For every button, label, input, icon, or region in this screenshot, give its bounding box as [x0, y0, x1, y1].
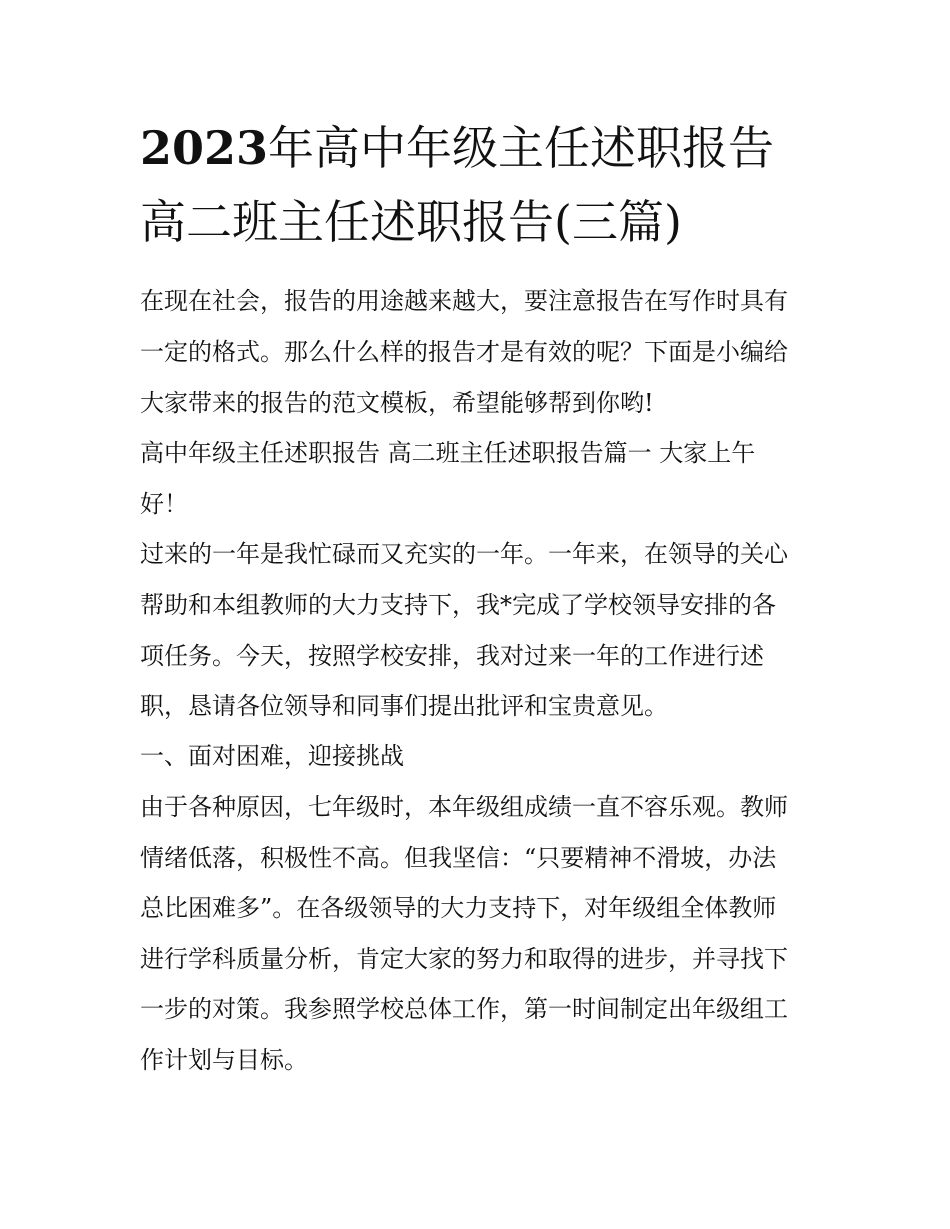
body-line: 情绪低落，积极性不高。但我坚信：“只要精神不滑坡，办法: [140, 844, 777, 872]
body-line: 项任务。今天，按照学校安排，我对过来一年的工作进行述: [140, 642, 764, 670]
title-line-1-text: 年高中年级主任述职报告: [268, 121, 775, 175]
body-line: 高中年级主任述职报告 高二班主任述职报告篇一 大家上午: [140, 439, 756, 467]
body-line: 大家带来的报告的范文模板，希望能够帮到你哟!: [140, 389, 654, 417]
body-line: 进行学科质量分析，肯定大家的努力和取得的进步，并寻找下: [140, 945, 788, 973]
body-line: 作计划与目标。: [140, 1046, 308, 1074]
body-line: 一定的格式。那么什么样的报告才是有效的呢？下面是小编给: [140, 338, 788, 366]
body-line: 职，恳请各位领导和同事们提出批评和宝贵意见。: [140, 692, 668, 720]
body-line: 总比困难多”。在各级领导的大力支持下，对年级组全体教师: [140, 894, 777, 922]
title-line-2: 高二班主任述职报告(三篇): [140, 195, 682, 249]
body-line: 一步的对策。我参照学校总体工作，第一时间制定出年级组工: [140, 995, 788, 1023]
title-line-1: [140, 112, 820, 184]
body-line: 由于各种原因，七年级时，本年级组成绩一直不容乐观。教师: [140, 793, 788, 821]
body-line: 帮助和本组教师的大力支持下，我*完成了学校领导安排的各: [140, 591, 776, 619]
body-line: 好！: [140, 490, 188, 518]
title-year: 2023: [140, 121, 269, 175]
body-line: 在现在社会，报告的用途越来越大，要注意报告在写作时具有: [140, 287, 788, 315]
body-line: 过来的一年是我忙碌而又充实的一年。一年来，在领导的关心: [140, 540, 788, 568]
section-heading: 一、面对困难，迎接挑战: [140, 742, 404, 770]
